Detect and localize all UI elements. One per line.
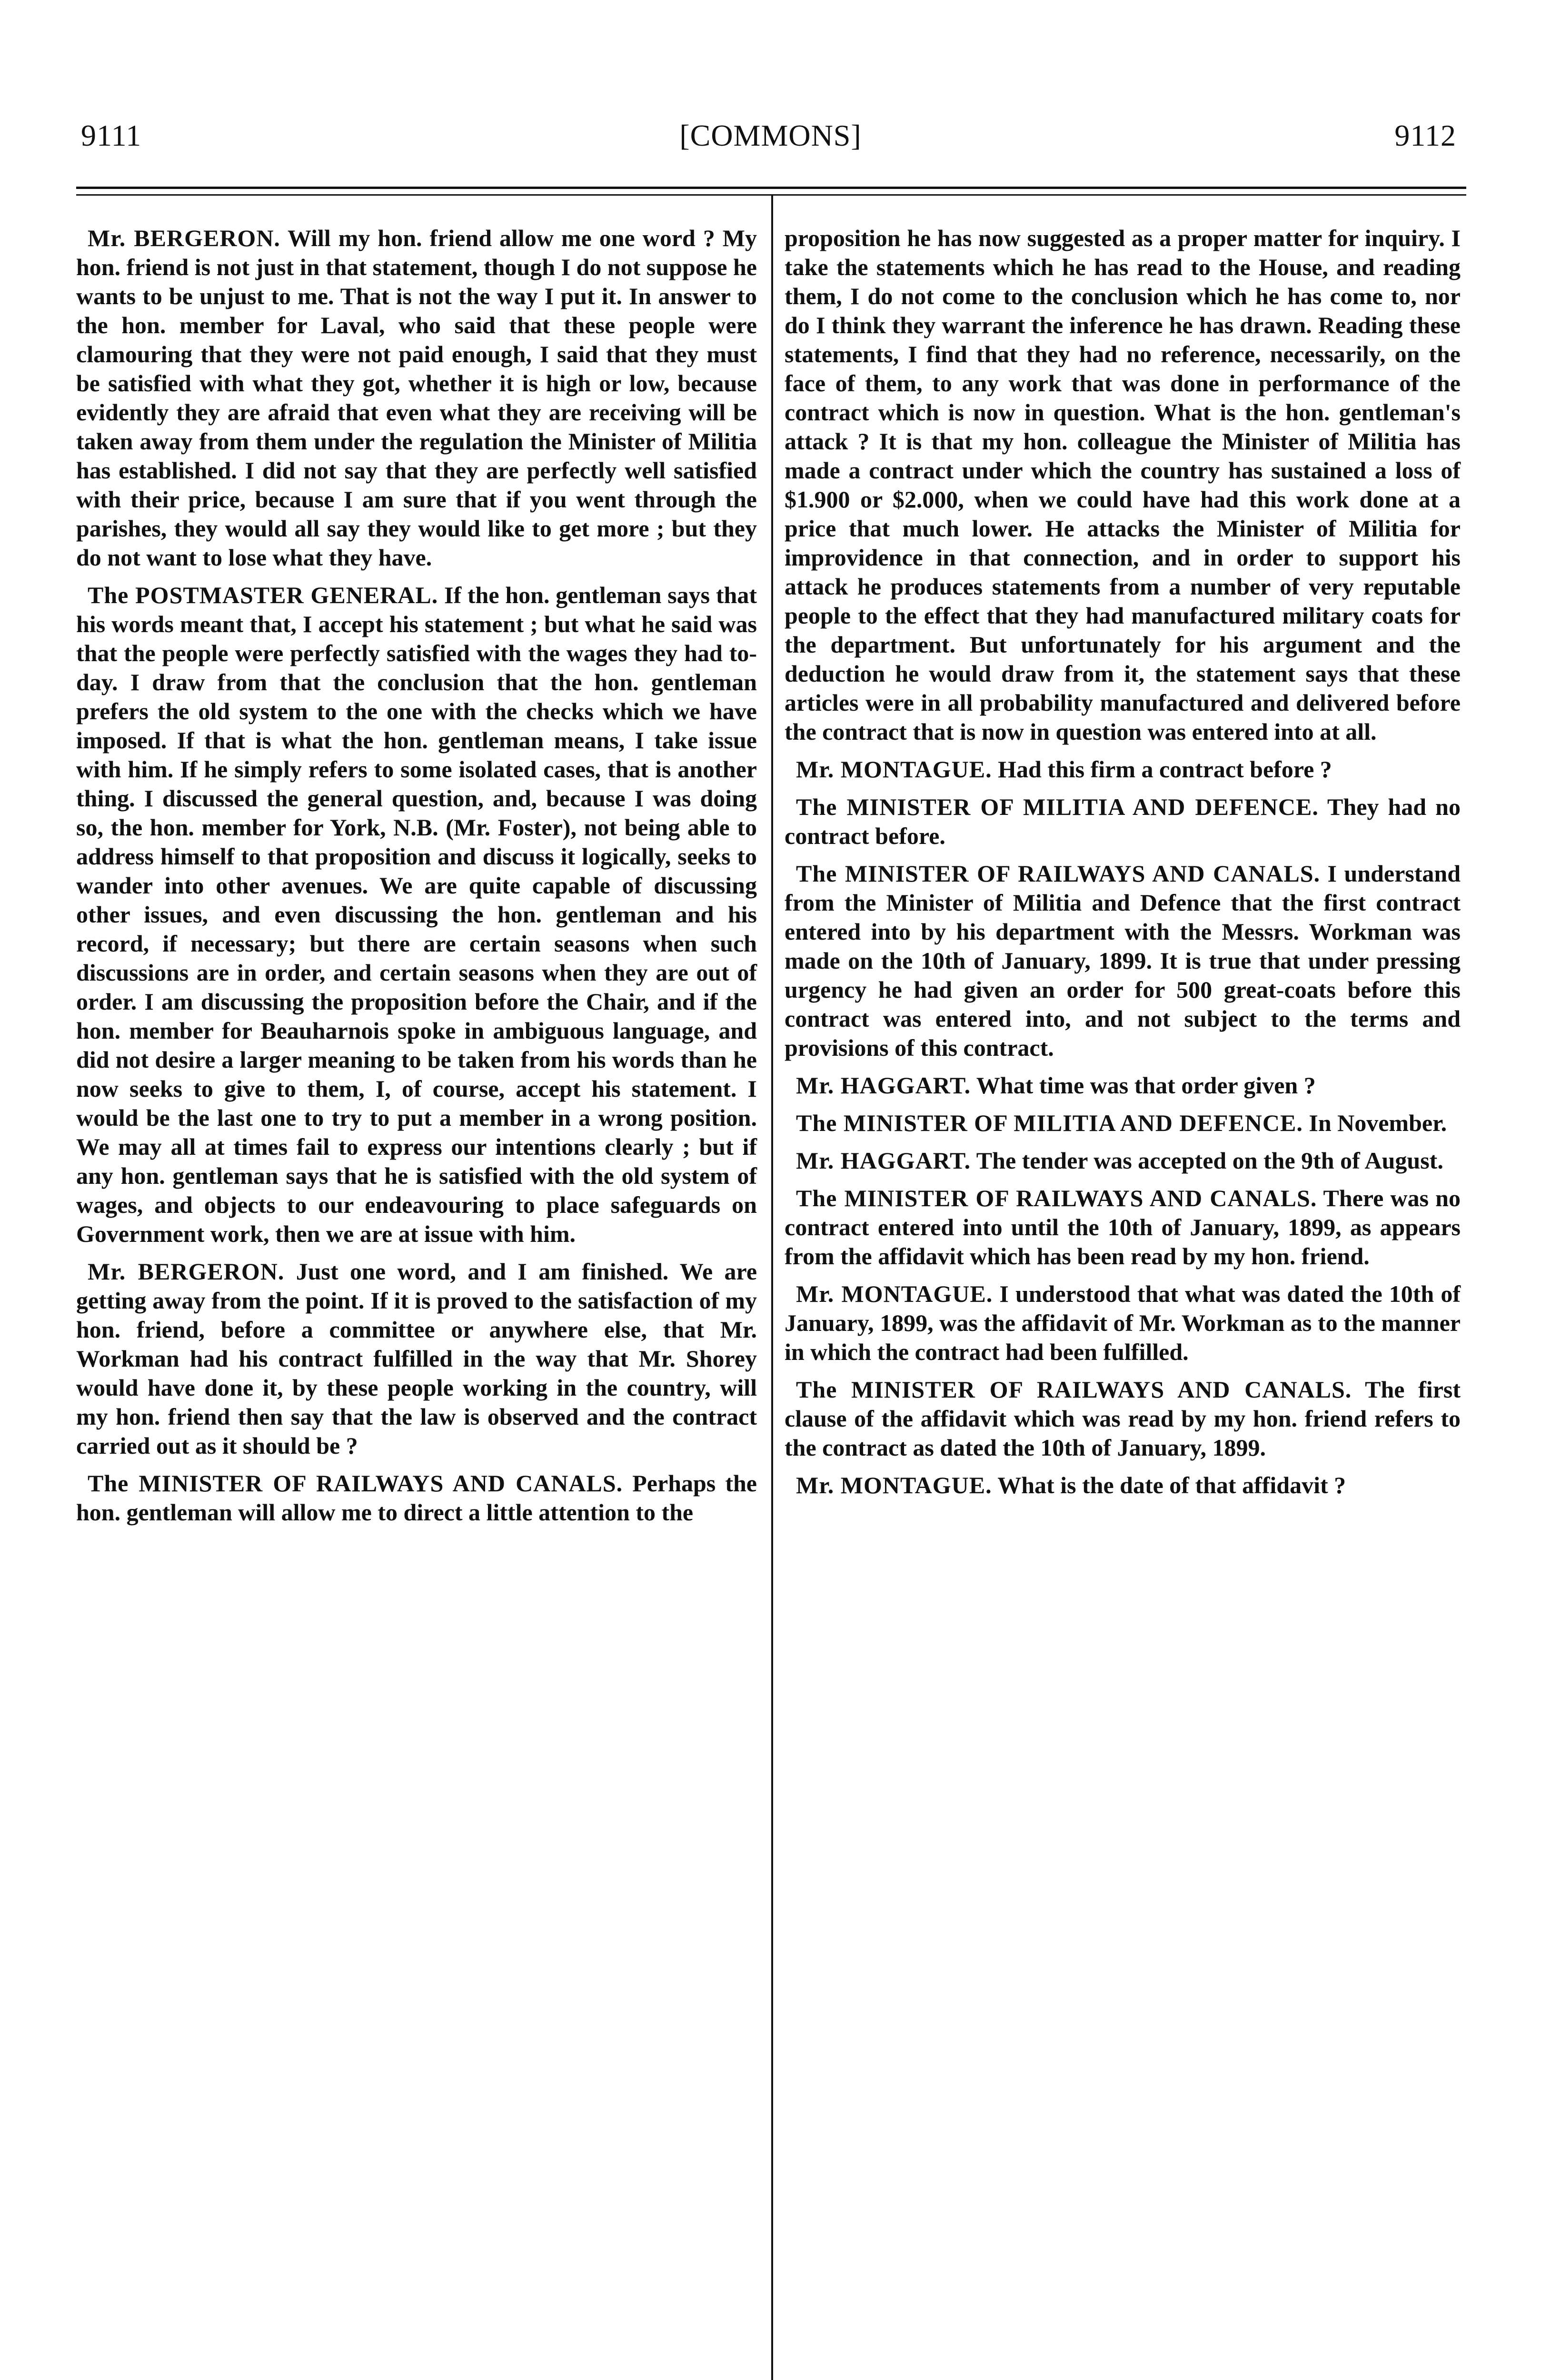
page-title: [COMMONS] — [679, 119, 862, 152]
speech-text: Will my hon. friend allow me one word ? My hon. friend is not just in that statement, though I do not suppose he wants to be unjust to me. That is not the way I put it. In answer to the hon. member for Laval, who said that these people were clamouring that they were not paid enough, I said that they must be satisfied with what they got, whether it is high or low, because evidently they are afraid that even what they are receiving will be taken away from them under the regulation the Minister of Militia has established. I did not say that they are perfectly well satisfied with their price, because I am sure that if you went through the parishes, they would all say they would like to get more ; but they do not want to lose what they have. — [76, 225, 757, 571]
speaker-name: Mr. HAGGART. — [796, 1072, 971, 1099]
paragraph — [785, 1146, 1461, 1175]
left-column — [76, 224, 757, 1536]
header-rule-top — [76, 187, 1466, 189]
right-column — [785, 224, 1461, 1508]
paragraph — [76, 1257, 757, 1460]
paragraph — [76, 1469, 757, 1527]
speech-text: proposition he has now suggested as a proper matter for inquiry. I take the statements which he has read to the House, and reading them, I do not come to the conclusion which he has come to, nor do I think they warrant the inference he has drawn. Reading these statements, I find that they had no reference, necessarily, on the face of them, to any work that was done in performance of the contract which is now in question. What is the hon. gentleman's attack ? It is that my hon. colleague the Minister of Militia has made a contract under which the country has sustained a loss of $1.900 or $2.000, when we could have had this work done at a price that much lower. He attacks the Minister of Militia for improvidence in that connection, and in order to support his attack he produces statements from a number of very reputable people to the effect that they had manufactured military coats for the department. But unfortunately for his argument and the deduction he would draw from it, the statement says that these articles were in all probability manufactured and delivered before the contract that is now in question was entered into at all. — [785, 225, 1461, 745]
speech-text: I understand from the Minister of Militia and Defence that the first contract entered into by his department with the Messrs. Workman was made on the 10th of January, 1899. It is true that under pressing urgency he had given an order for 500 great-coats before this contract was entered into, and not subject to the terms and provisions of this contract. — [785, 860, 1461, 1061]
speaker-name: The MINISTER OF RAILWAYS AND CANALS. — [796, 1376, 1352, 1403]
left-page-number: 9111 — [81, 119, 142, 152]
speaker-name: Mr. HAGGART. — [796, 1147, 971, 1174]
speaker-name: The MINISTER OF RAILWAYS AND CANALS. — [796, 860, 1321, 887]
speech-text: Just one word, and I am finished. We are getting away from the point. If it is proved to the satisfaction of my hon. friend, before a committee or anywhere else, that Mr. Workman had his contract fulfilled in the way that Mr. Shorey would have done it, by these people working in the country, will my hon. friend then say that the law is observed and the contract carried out as it should be ? — [76, 1258, 757, 1459]
speaker-name: The POSTMASTER GENERAL. — [88, 582, 438, 608]
paragraph — [785, 793, 1461, 851]
speaker-name: Mr. MONTAGUE. — [796, 1472, 992, 1498]
speaker-name: The MINISTER OF RAILWAYS AND CANALS. — [796, 1185, 1317, 1211]
speaker-name: The MINISTER OF RAILWAYS AND CANALS. — [88, 1470, 623, 1497]
column-divider — [771, 195, 773, 2380]
paragraph — [785, 224, 1461, 746]
paragraph — [785, 1184, 1461, 1271]
speech-text: They had no contract before. — [785, 793, 1461, 849]
speaker-name: Mr. BERGERON. — [88, 1258, 285, 1285]
paragraph — [785, 1109, 1461, 1138]
speaker-name: The MINISTER OF MILITIA AND DEFENCE. — [796, 1110, 1303, 1136]
paragraph — [785, 1471, 1461, 1500]
speech-text: What is the date of that affidavit ? — [997, 1472, 1346, 1498]
paragraph — [785, 859, 1461, 1062]
paragraph — [785, 1375, 1461, 1462]
speech-text: What time was that order given ? — [976, 1072, 1316, 1099]
paragraph — [76, 581, 757, 1249]
paragraph — [785, 1279, 1461, 1367]
speech-text: If the hon. gentleman says that his words meant that, I accept his statement ; but what he said was that the people were perfectly satisfied with the wages they had to-day. I draw from that the conclusion that the hon. gentleman prefers the old system to the one with the checks which we have imposed. If that is what the hon. gentleman means, I take issue with him. If he simply refers to some isolated cases, that is another thing. I discussed the general question, and, because I was doing so, the hon. member for York, N.B. (Mr. Foster), not being able to address himself to that proposition and discuss it logically, seeks to wander into other avenues. We are quite capable of discussing other issues, and even discussing the hon. gentleman and his record, if necessary; but there are certain seasons when such discussions are in order, and certain seasons when they are out of order. I am discussing the proposition before the Chair, and if the hon. member for Beauharnois spoke in ambiguous language, and did not desire a larger meaning to be taken from his words than he now seeks to give to them, I, of course, accept his statement. I would be the last one to try to put a member in a wrong position. We may all at times fail to express our intentions clearly ; but if any hon. gentleman says that he is satisfied with the old system of wages, and objects to our endeavouring to place safeguards on Government work, then we are at issue with him. — [76, 582, 757, 1247]
speech-text: Had this firm a contract before ? — [998, 756, 1332, 783]
paragraph — [76, 224, 757, 572]
speech-text: I understood that what was dated the 10th of January, 1899, was the affidavit of Mr. Workman as to the manner in which the contract had been fulfilled. — [785, 1280, 1461, 1365]
speech-text: The first clause of the affidavit which was read by my hon. friend refers to the contract as dated the 10th of January, 1899. — [785, 1376, 1461, 1461]
speaker-name: Mr. MONTAGUE. — [796, 756, 992, 783]
speech-text: In November. — [1309, 1110, 1447, 1136]
speaker-name: The MINISTER OF MILITIA AND DEFENCE. — [796, 793, 1319, 820]
right-page-number: 9112 — [1394, 119, 1456, 152]
speech-text: There was no contract entered into until the 10th of January, 1899, as appears from the affidavit which has been read by my hon. friend. — [785, 1185, 1461, 1269]
speech-text: Perhaps the hon. gentleman will allow me to direct a little attention to the — [76, 1470, 757, 1526]
paragraph — [785, 755, 1461, 784]
speech-text: The tender was accepted on the 9th of August. — [976, 1147, 1443, 1174]
speaker-name: Mr. MONTAGUE. — [796, 1280, 993, 1307]
speaker-name: Mr. BERGERON. — [88, 225, 280, 251]
paragraph — [785, 1071, 1461, 1100]
